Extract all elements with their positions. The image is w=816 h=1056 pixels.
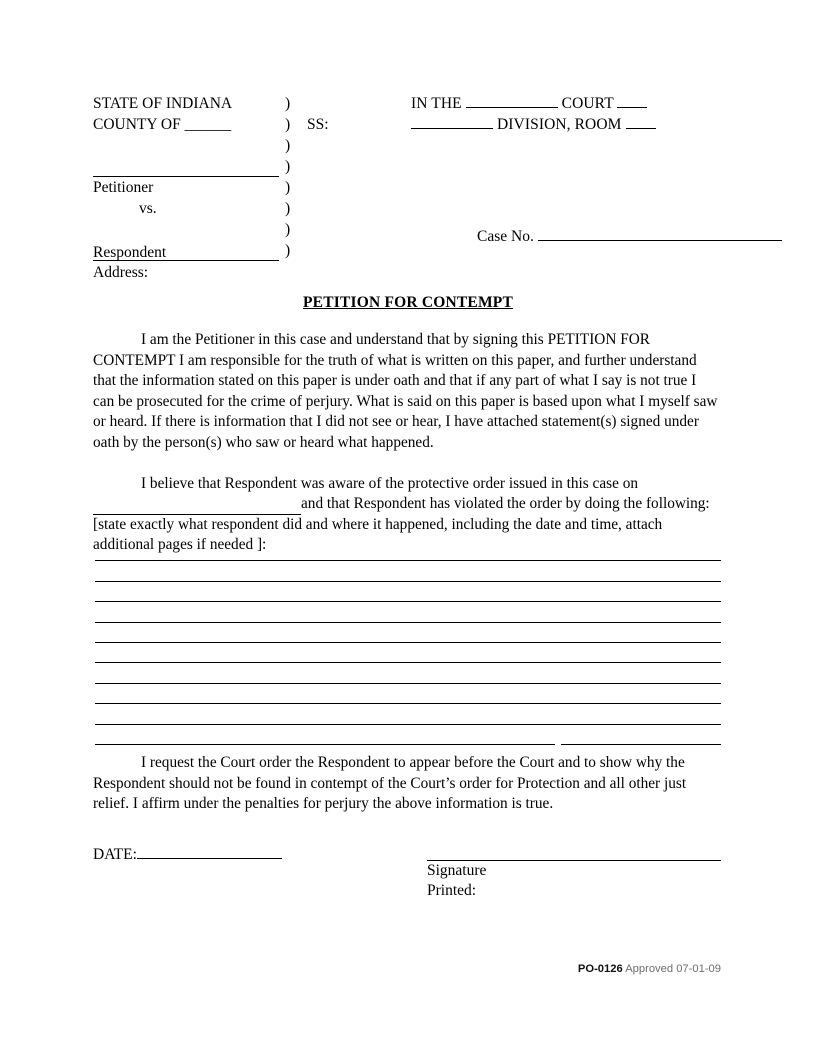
petitioner-label: Petitioner	[93, 179, 154, 196]
answer-lines	[95, 541, 721, 745]
ss-spacer	[307, 93, 347, 114]
division-blank[interactable]	[411, 114, 493, 129]
closing-section	[93, 753, 723, 815]
answer-line-3[interactable]	[95, 582, 721, 602]
caption-spacer-2	[93, 219, 283, 240]
document-body	[93, 330, 721, 556]
signature-block	[427, 842, 721, 901]
paren-7: )	[285, 221, 291, 238]
signature-label: Signature	[427, 862, 487, 879]
paren-1: )	[285, 95, 291, 112]
date-input-blank[interactable]	[137, 844, 282, 859]
form-approved-date: Approved 07-01-09	[625, 963, 721, 975]
court-column	[347, 93, 723, 135]
vs-label: vs.	[139, 200, 157, 217]
answer-line-8[interactable]	[95, 684, 721, 704]
respondent-address-block	[93, 243, 166, 283]
answer-line-9[interactable]	[95, 704, 721, 724]
paren-6: )	[285, 200, 291, 217]
printed-label: Printed:	[427, 882, 477, 899]
form-code: PO-0126	[577, 963, 623, 975]
signature-input-blank[interactable]	[427, 842, 721, 861]
paren-4: )	[285, 158, 291, 175]
caption-paren-column	[283, 93, 301, 261]
answer-line-rule-right	[561, 744, 721, 745]
case-number-row	[477, 226, 782, 247]
caption-party-column	[93, 93, 283, 261]
answer-line-rule-left	[95, 744, 555, 745]
answer-line-6[interactable]	[95, 643, 721, 663]
state-label: STATE OF INDIANA	[93, 95, 233, 112]
violation-text-b: and that Respondent has violated the order by doing the following: [state exactly what respondent did and where it happened, including the date and time, attach additional pages if needed ]:	[93, 495, 710, 554]
county-blank[interactable]: ______	[184, 116, 232, 133]
division-room-label: DIVISION, ROOM	[496, 116, 622, 133]
court-name-blank[interactable]	[466, 93, 558, 108]
ss-column	[301, 93, 347, 135]
date-label: DATE:	[93, 846, 137, 863]
room-number-blank[interactable]	[626, 114, 656, 129]
answer-line-5[interactable]	[95, 623, 721, 643]
case-number-blank[interactable]	[538, 226, 782, 241]
answer-line-7[interactable]	[95, 663, 721, 683]
page-title: PETITION FOR CONTEMPT	[302, 294, 514, 311]
caption-spacer-1	[93, 135, 283, 156]
court-line-1	[411, 93, 723, 114]
ss-label: SS:	[307, 116, 329, 133]
paragraph-request: I request the Court order the Respondent to appear before the Court and to show why the Respondent should not be found in contempt of the Court’s order for Protection and all other just relief. I affirm under the penalties for perjury the above information is true.	[93, 754, 687, 813]
county-text: COUNTY OF	[93, 116, 181, 133]
answer-line-2[interactable]	[95, 561, 721, 581]
paren-2: )	[285, 116, 291, 133]
violation-date-blank[interactable]	[93, 499, 301, 515]
petitioner-name-blank[interactable]	[93, 156, 279, 177]
answer-line-4[interactable]	[95, 602, 721, 622]
paragraph-oath: I am the Petitioner in this case and understand that by signing this PETITION FOR CONTEMPT I am responsible for the truth of what is written on this paper, and further understand that the information stated on this paper is under oath and that if any part of what I say is not true I can be prosecuted for the crime of perjury. What is said on this paper is based upon what I myself saw or heard. If there is information that I did not see or hear, I have attached statement(s) signed under oath by the person(s) who saw or heard what happened.	[93, 331, 718, 451]
court-number-blank[interactable]	[617, 93, 647, 108]
respondent-label: Respondent	[93, 244, 167, 261]
answer-line-10[interactable]	[95, 725, 721, 745]
court-line-2	[411, 114, 723, 135]
court-label: COURT	[561, 95, 614, 112]
form-footer	[578, 963, 721, 975]
paren-5: )	[285, 179, 291, 196]
address-label: Address:	[93, 264, 149, 281]
case-no-label: Case No.	[477, 228, 534, 245]
answer-line-1[interactable]	[95, 541, 721, 561]
county-label	[93, 114, 283, 135]
date-row	[93, 844, 282, 865]
paren-8: )	[285, 242, 291, 259]
violation-text-a: I believe that Respondent was aware of the protective order issued in this case on	[141, 474, 638, 492]
in-the-label: IN THE	[411, 95, 462, 112]
paren-3: )	[285, 137, 291, 154]
